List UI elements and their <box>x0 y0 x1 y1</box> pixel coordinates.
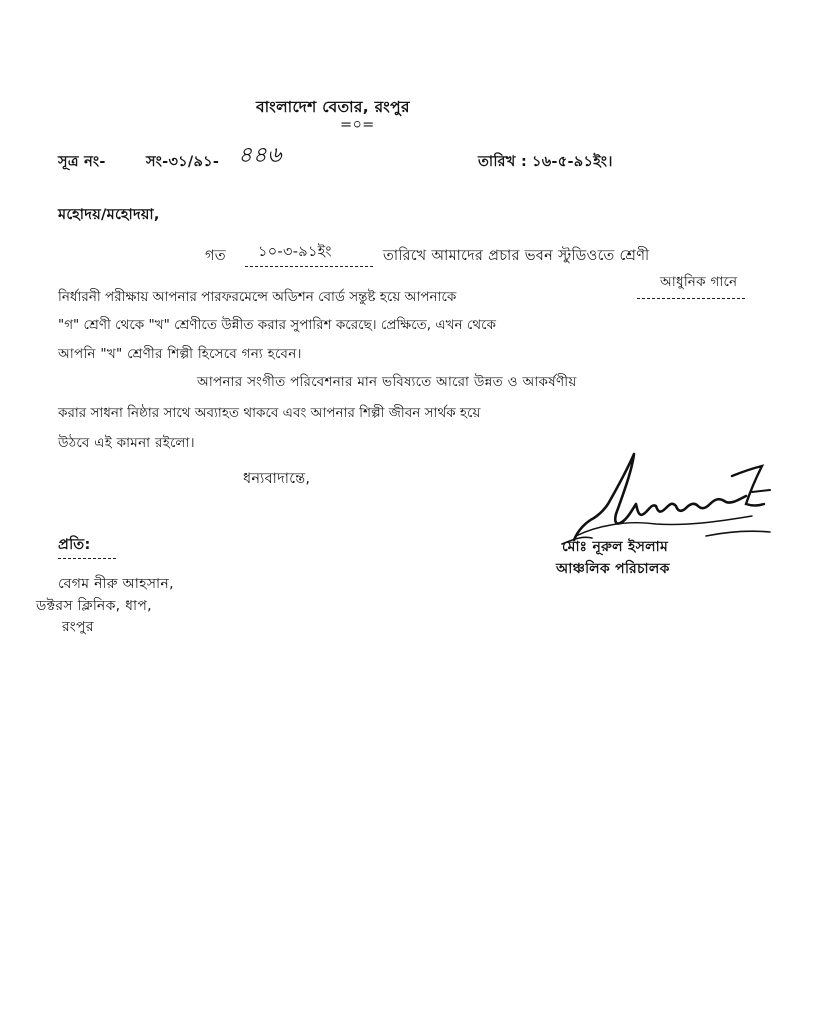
body-line3: "গ" শ্রেণী থেকে "খ" শ্রেণীতে উন্নীত করার সুপারিশ করেছে। প্রেক্ষিতে, এখন থেকে <box>58 317 496 333</box>
recipient-line: রংপুর <box>62 619 94 635</box>
signatory-name: মোঃ নূরুল ইসলাম <box>562 539 669 555</box>
body-line1-date: ১০-৩-৯১ইং <box>258 244 332 260</box>
date-fill-line <box>245 266 373 267</box>
letterhead-ornament: =০= <box>340 117 375 133</box>
genre-fill-line <box>637 298 745 299</box>
body-para2-line2: করার সাধনা নিষ্ঠার সাথে অব্যাহত থাকবে এবং আপনার শিল্পী জীবন সার্থক হয়ে <box>58 405 481 421</box>
body-line1-rest: তারিখে আমাদের প্রচার ভবন স্টুডিওতে শ্রেণী <box>383 248 650 264</box>
reference-label: সূত্র নং- <box>58 154 106 170</box>
recipient-label-underline <box>58 558 116 559</box>
body-line4: আপনি "খ" শ্রেণীর শিল্পী হিসেবে গন্য হবেন। <box>58 346 302 362</box>
date-label: তারিখ : <box>478 154 528 170</box>
body-para2-line3: উঠবে এই কামনা রইলো। <box>58 435 195 451</box>
salutation: মহোদয়/মহোদয়া, <box>58 207 160 223</box>
recipient-line: বেগম নীরু আহসান, <box>58 576 174 592</box>
closing: ধন্যবাদান্তে, <box>243 471 311 487</box>
body-line1-prefix: গত <box>205 248 226 264</box>
signature-image <box>556 452 776 547</box>
reference-handwritten-number: ৪৪৬ <box>238 143 282 168</box>
body-line2-fill: আধুনিক গানে <box>660 274 738 290</box>
letterhead-office: বাংলাদেশ বেতার, রংপুর <box>256 98 410 116</box>
recipient-line: ডক্টরস ক্লিনিক, ধাপ, <box>36 598 152 614</box>
body-line2: নির্ধারনী পরীক্ষায় আপনার পারফরমেন্সে অডিশন বোর্ড সন্তুষ্ট হয়ে আপনাকে <box>58 289 457 305</box>
signatory-designation: আঞ্চলিক পরিচালক <box>556 561 670 577</box>
reference-number: সং-৩১/৯১- <box>146 154 220 170</box>
body-para2-line1: আপনার সংগীত পরিবেশনার মান ভবিষ্যতে আরো উন্নত ও আকর্ষণীয় <box>197 374 577 390</box>
recipient-label: প্রতি: <box>58 537 91 553</box>
date-value: ১৬-৫-৯১ইং। <box>532 154 613 170</box>
